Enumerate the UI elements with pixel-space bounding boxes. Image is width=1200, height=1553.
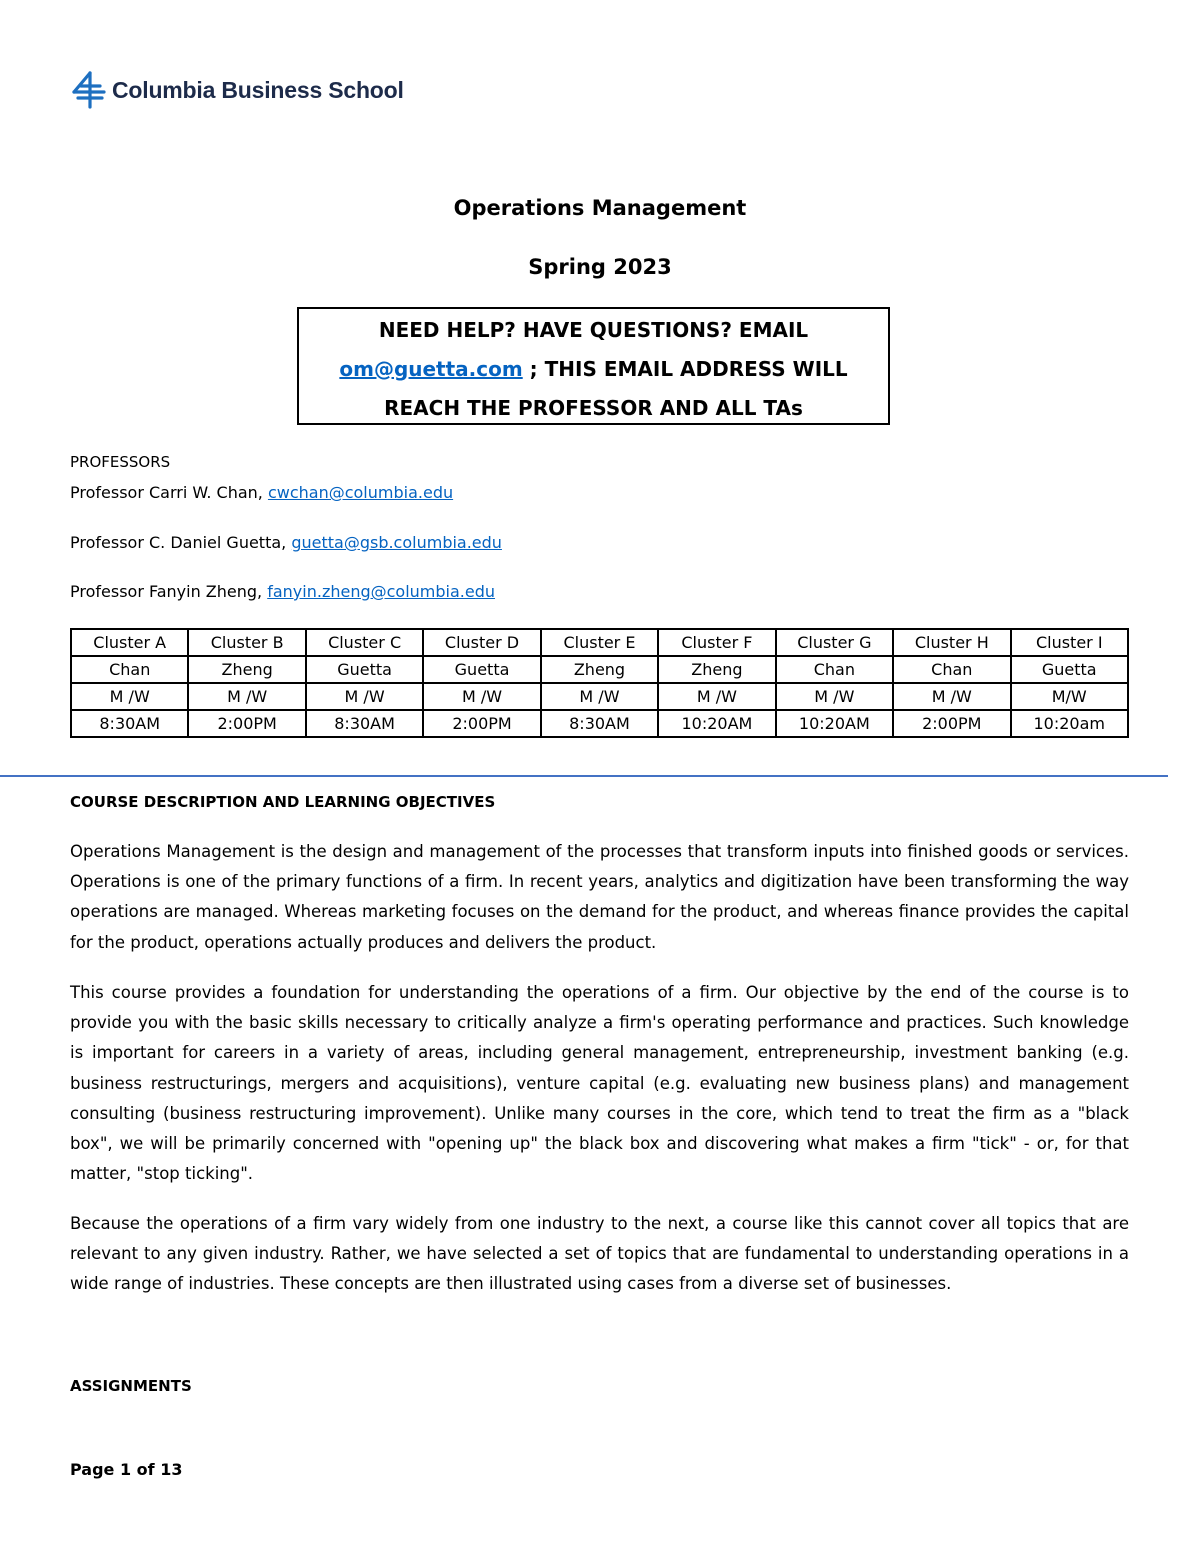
cluster-cell: M /W — [893, 683, 1010, 710]
cluster-cell: 10:20AM — [776, 710, 893, 737]
cluster-cell: 8:30AM — [71, 710, 188, 737]
cluster-cell: M /W — [306, 683, 423, 710]
help-line-1: NEED HELP? HAVE QUESTIONS? EMAIL — [378, 318, 809, 342]
course-term: Spring 2023 — [528, 255, 672, 279]
assignments-heading: ASSIGNMENTS — [70, 1377, 192, 1395]
cluster-cell: Cluster B — [188, 629, 305, 656]
cluster-cell: M /W — [658, 683, 775, 710]
cluster-cell: Guetta — [306, 656, 423, 683]
cluster-cell: Chan — [71, 656, 188, 683]
professor-email-link[interactable]: guetta@gsb.columbia.edu — [291, 533, 502, 552]
cluster-row — [71, 710, 1128, 737]
cluster-cell: 2:00PM — [423, 710, 540, 737]
columbia-crown-icon — [70, 70, 110, 110]
professor-name: Professor Fanyin Zheng, — [70, 582, 268, 601]
help-box — [297, 307, 890, 425]
section-divider — [0, 775, 1168, 777]
cluster-cell: M /W — [423, 683, 540, 710]
cluster-row — [71, 656, 1128, 683]
professor-email-link[interactable]: fanyin.zheng@columbia.edu — [267, 582, 496, 601]
cluster-cell: Guetta — [1011, 656, 1129, 683]
cluster-cell: Zheng — [188, 656, 305, 683]
cluster-cell: 8:30AM — [306, 710, 423, 737]
cluster-cell: Guetta — [423, 656, 540, 683]
cluster-cell: 2:00PM — [893, 710, 1010, 737]
columbia-business-school-logo — [70, 70, 404, 110]
page-number: Page 1 of 13 — [70, 1460, 183, 1479]
cluster-cell: Chan — [776, 656, 893, 683]
cluster-cell: M /W — [188, 683, 305, 710]
professor-line — [70, 582, 495, 601]
cluster-cell: Cluster A — [71, 629, 188, 656]
cluster-cell: M /W — [541, 683, 658, 710]
help-line-2 — [299, 350, 888, 389]
description-paragraph: Operations Management is the design and management of the processes that transform inputs into finished goods or services. Operations is one of the primary functions of a firm. In recent years, analytics and digitization have been transforming the way operations are managed. Whereas marketing focuses on the demand for the product, and whereas finance provides the capital for the product, operations actually produces and delivers the product. — [70, 842, 1129, 952]
cluster-cell: 10:20AM — [658, 710, 775, 737]
cluster-cell: Cluster D — [423, 629, 540, 656]
help-line-2-rest: ; THIS EMAIL ADDRESS WILL — [522, 357, 848, 381]
cluster-row — [71, 683, 1128, 710]
description-paragraph: This course provides a foundation for understanding the operations of a firm. Our objective by the end of the course is to provide you with the basic skills necessary to critically analyze a firm's operating performance and practices. Such knowledge is important for careers in a variety of areas, including general management, entrepreneurship, investment banking (e.g. business restructurings, mergers and acquisitions), venture capital (e.g. evaluating new business plans) and management consulting (business restructuring improvement). Unlike many courses in the core, which tend to treat the firm as a "black box", we will be primarily concerned with "opening up" the black box and discovering what makes a firm "tick" - or, for that matter, "stop ticking". — [70, 983, 1129, 1184]
help-line-3: REACH THE PROFESSOR AND ALL TAs — [384, 396, 803, 420]
course-title: Operations Management — [453, 196, 747, 220]
professor-line — [70, 483, 453, 502]
professor-name: Professor C. Daniel Guetta, — [70, 533, 292, 552]
professor-line — [70, 533, 502, 552]
cluster-cell: M /W — [776, 683, 893, 710]
cluster-cell: 8:30AM — [541, 710, 658, 737]
logo-text: Columbia Business School — [112, 76, 404, 103]
cluster-cell: Cluster E — [541, 629, 658, 656]
cluster-cell: Chan — [893, 656, 1010, 683]
professors-heading: PROFESSORS — [70, 453, 171, 471]
cluster-cell: M /W — [71, 683, 188, 710]
cluster-row — [71, 629, 1128, 656]
cluster-cell: Cluster C — [306, 629, 423, 656]
cluster-table — [70, 628, 1129, 738]
cluster-cell: Cluster I — [1011, 629, 1129, 656]
professor-email-link[interactable]: cwchan@columbia.edu — [267, 483, 454, 502]
description-paragraph: Because the operations of a firm vary widely from one industry to the next, a course like this cannot cover all topics that are relevant to any given industry. Rather, we have selected a set of topics that are fundamental to understanding operations in a wide range of industries. These concepts are then illustrated using cases from a diverse set of businesses. — [70, 1214, 1129, 1294]
cluster-cell: Cluster H — [893, 629, 1010, 656]
cluster-cell: 10:20am — [1011, 710, 1129, 737]
course-description-heading: COURSE DESCRIPTION AND LEARNING OBJECTIVES — [70, 793, 496, 811]
professor-name: Professor Carri W. Chan, — [70, 483, 268, 502]
cluster-cell: Zheng — [658, 656, 775, 683]
cluster-cell: Zheng — [541, 656, 658, 683]
cluster-cell: M/W — [1011, 683, 1129, 710]
help-email-link[interactable]: om@guetta.com — [339, 357, 523, 381]
cluster-cell: Cluster G — [776, 629, 893, 656]
cluster-cell: Cluster F — [658, 629, 775, 656]
cluster-cell: 2:00PM — [188, 710, 305, 737]
